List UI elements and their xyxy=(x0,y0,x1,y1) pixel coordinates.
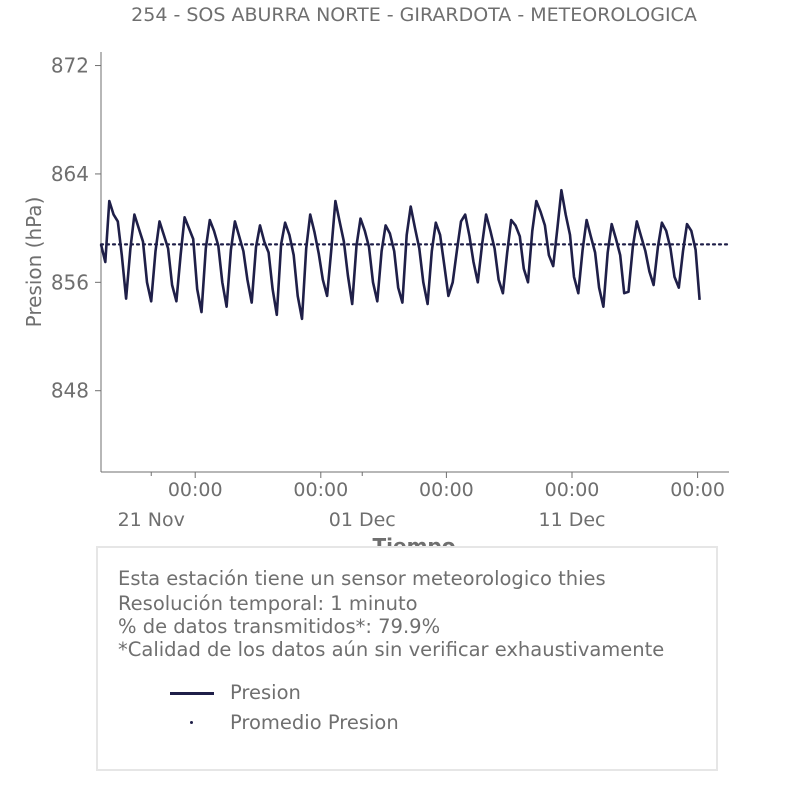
x-tick-label-time: 00:00 xyxy=(293,479,349,501)
y-tick-label: 864 xyxy=(50,161,89,186)
info-sensor: Esta estación tiene un sensor meteorologico thies xyxy=(118,567,606,590)
y-axis-label: Presion (hPa) xyxy=(22,196,46,328)
legend-line-swatch xyxy=(170,692,214,695)
info-quality-note: *Calidad de los datos aún sin verificar exhaustivamente xyxy=(118,638,665,661)
y-ticks xyxy=(51,54,101,403)
y-tick-label: 872 xyxy=(50,53,89,78)
chart-title: 254 - SOS ABURRA NORTE - GIRARDOTA - METEOROLOGICA xyxy=(131,4,697,26)
series-presion xyxy=(101,190,700,319)
legend-dot-swatch xyxy=(190,721,193,724)
x-tick-label-date: 11 Dec xyxy=(538,509,606,531)
x-tick-label-date: 21 Nov xyxy=(117,509,185,531)
legend-label-presion: Presion xyxy=(230,681,301,704)
x-ticks xyxy=(118,472,725,531)
x-tick-label-date: 01 Dec xyxy=(328,509,396,531)
x-tick-label-time: 00:00 xyxy=(670,479,725,501)
info-transmitted: % de datos transmitidos*: 79.9% xyxy=(118,615,441,638)
series-line-group xyxy=(101,190,700,319)
info-box xyxy=(96,546,718,771)
x-tick-label-time: 00:00 xyxy=(419,479,474,501)
y-tick-label: 848 xyxy=(50,378,89,403)
x-tick-label-time: 00:00 xyxy=(544,479,600,501)
info-resolution: Resolución temporal: 1 minuto xyxy=(118,592,418,615)
legend-label-promedio: Promedio Presion xyxy=(230,711,399,734)
x-tick-label-time: 00:00 xyxy=(167,479,223,501)
y-tick-label: 856 xyxy=(50,270,89,295)
